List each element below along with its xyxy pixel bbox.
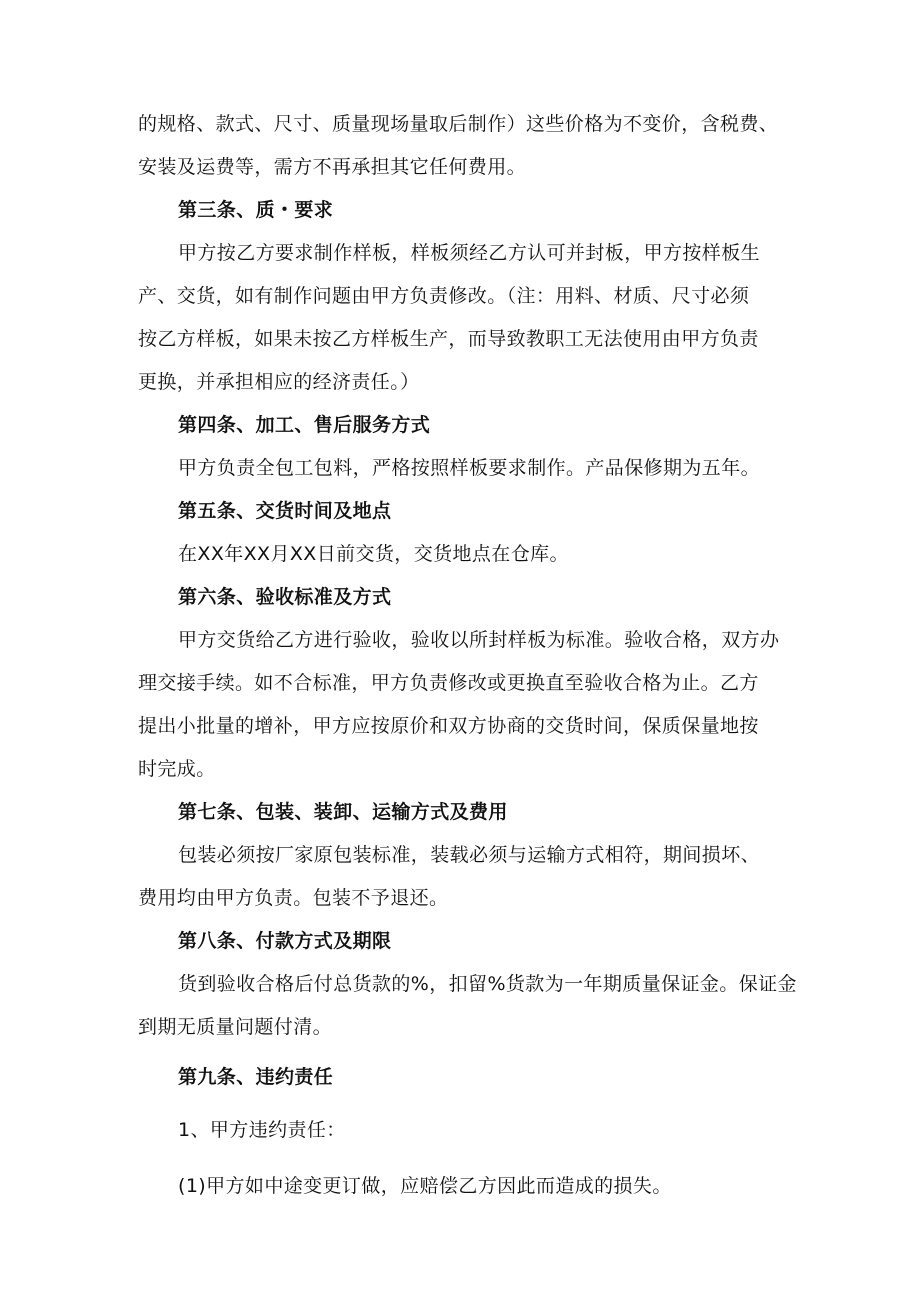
text-line: 更换，并承担相应的经济责任。） bbox=[138, 371, 420, 393]
section-heading: 第九条、违约责任 bbox=[178, 1066, 334, 1088]
text-line: 安装及运费等，需方不再承担其它任何费用。 bbox=[138, 156, 527, 178]
text-line: 按乙方样板，如果未按乙方样板生产，而导致教职工无法使用由甲方负责 bbox=[138, 328, 759, 350]
text-line: 在XX年XX月XX日前交货，交货地点在仓库。 bbox=[178, 543, 569, 565]
section-heading: 第五条、交货时间及地点 bbox=[178, 500, 392, 522]
text-line: 的规格、款式、尺寸、质量现场量取后制作）这些价格为不变价，含税费、 bbox=[138, 113, 779, 135]
text-line: 货到验收合格后付总货款的%，扣留%货款为一年期质量保证金。保证金 bbox=[178, 973, 797, 995]
text-line: 提出小批量的增补，甲方应按原价和双方协商的交货时间，保质保量地按 bbox=[138, 715, 759, 737]
text-line: 1、甲方违约责任： bbox=[178, 1119, 346, 1141]
text-line: 费用均由甲方负责。包装不予退还。 bbox=[138, 887, 449, 909]
text-line: 理交接手续。如不合标准，甲方负责修改或更换直至验收合格为止。乙方 bbox=[138, 672, 759, 694]
text-line: (1)甲方如中途变更订做，应赔偿乙方因此而造成的损失。 bbox=[178, 1175, 672, 1197]
section-heading: 第三条、质・要求 bbox=[178, 199, 334, 221]
section-heading: 第六条、验收标准及方式 bbox=[178, 586, 392, 608]
text-line: 甲方负责全包工包料，严格按照样板要求制作。产品保修期为五年。 bbox=[178, 457, 761, 479]
text-line: 时完成。 bbox=[138, 758, 216, 780]
text-line: 包装必须按厂家原包装标准，装载必须与运输方式相符，期间损坏、 bbox=[178, 844, 761, 866]
text-line: 甲方按乙方要求制作样板，样板须经乙方认可并封板，甲方按样板生 bbox=[178, 242, 761, 264]
section-heading: 第七条、包装、装卸、运输方式及费用 bbox=[178, 801, 508, 823]
section-heading: 第四条、加工、售后服务方式 bbox=[178, 414, 431, 436]
text-line: 到期无质量问题付清。 bbox=[138, 1016, 333, 1038]
text-line: 产、交货，如有制作问题由甲方负责修改。（注：用料、材质、尺寸必须 bbox=[138, 285, 750, 307]
text-line: 甲方交货给乙方进行验收，验收以所封样板为标准。验收合格，双方办 bbox=[178, 629, 780, 651]
section-heading: 第八条、付款方式及期限 bbox=[178, 930, 392, 952]
